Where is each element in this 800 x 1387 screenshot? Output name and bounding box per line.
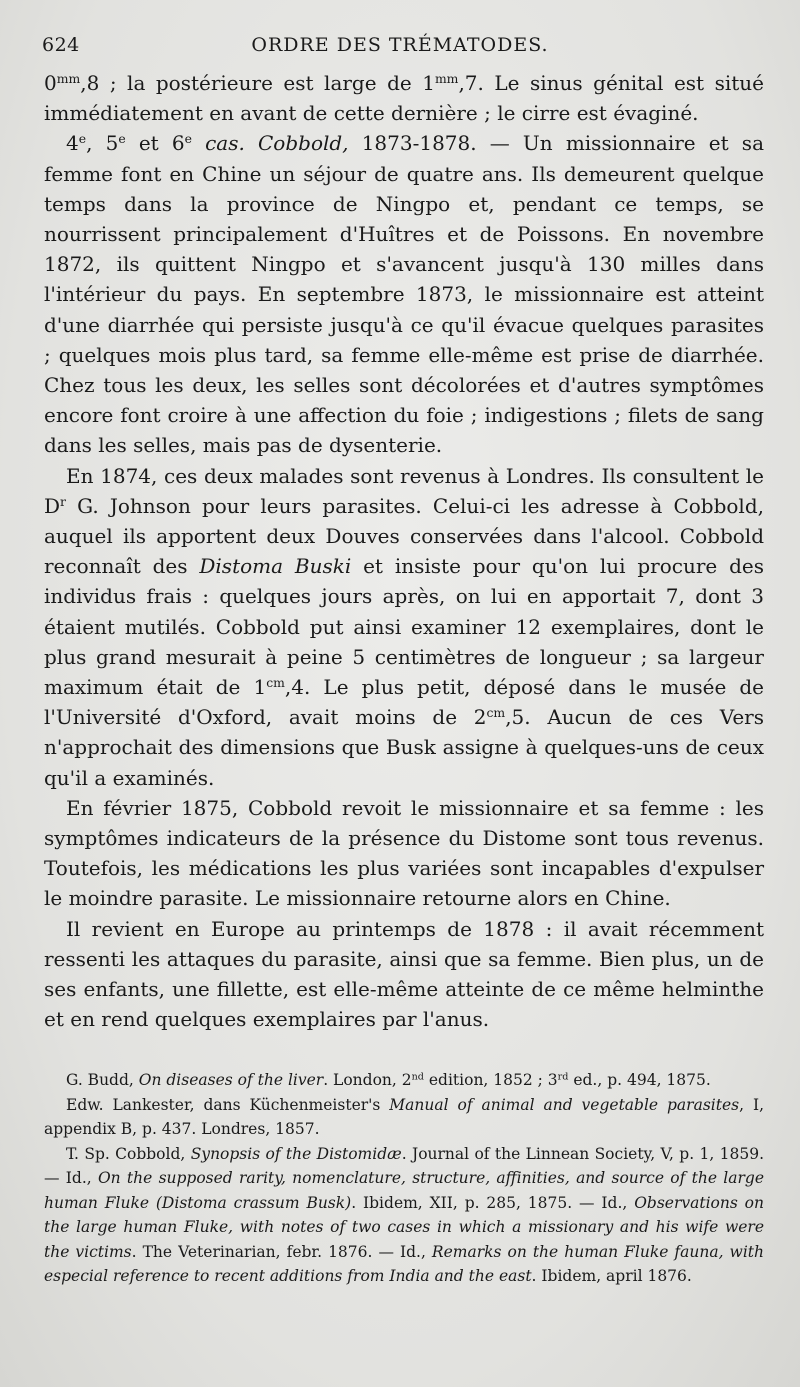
reference-title: On diseases of the liver (138, 1071, 324, 1089)
reference-title: Manual of animal and vegetable parasites (389, 1095, 740, 1114)
paragraph-5: Il revient en Europe au printemps de 1878 : il avait récemment ressenti les attaques du parasite, ainsi que sa femme. Bien plus, un de ses enfants, une fillette, est elle-même atteinte de ce même helminthe et en rend quelques exemplaires par l'anus. (44, 916, 764, 1032)
reference-title: Synopsis of the Distomidæ (190, 1144, 402, 1163)
paragraph-3-b: et insiste pour qu'on lui procure des individus frais : quelques jours après, on lui en apportait 7, dont 3 étaient mutilés. Cobbold put ainsi examiner 12 exemplaires, dont le plus grand mesurait à peine 5 centimètres de longueur ; sa largeur maximum était de $1^{cm},4$. Le plus petit, déposé dans le musée de l'Université d'Oxford, avait moins de $2^{cm},5$. Aucun de ces Vers n'approchait des dimensions que Busk assigne à quelques-uns de ceux qu'il a examinés. (44, 554, 765, 790)
paragraph-4: En février 1875, Cobbold revoit le missionnaire et sa femme : les symptômes indicateurs de la présence du Distome sont tous revenus. Toutefois, les médications les plus variées sont incapables d'expulser le moindre parasite. Le missionnaire retourne alors en Chine. (44, 795, 764, 911)
reference-lankester: Edw. Lankester, dans Küchenmeister's Manual of animal and vegetable parasites, I, appendix B, p. 437. Londres, 1857. (44, 1095, 764, 1138)
page-header (40, 30, 760, 62)
paragraph-1: $0^{mm},8$ ; la postérieure est large de $1^{mm},7$. Le sinus génital est situé immédiatement en avant de cette dernière ; le cirre est évaginé. (44, 71, 764, 126)
running-title: ORDRE DES TRÉMATODES. (251, 34, 549, 56)
bibliography (44, 1068, 764, 1289)
paragraph-3-a: En 1874, ces deux malades sont revenus à Londres. Ils consultent le $D^r$ G. Johnson pour leurs parasites. Celui-ci les adresse à Cobbold, auquel ils apportent deux Douves conservées dans l'alcool. Cobbold reconnaît des (44, 463, 764, 579)
page-number: 624 (42, 34, 80, 56)
reference-budd: G. Budd, On diseases of the liver. London, 2nd edition, 1852 ; 3rd ed., p. 494, 1875. (66, 1071, 711, 1089)
paragraph-2 (44, 128, 764, 460)
case-label: cas. Cobbold, (205, 131, 349, 156)
body-text (44, 68, 764, 1035)
reference-cobbold: T. Sp. Cobbold, Synopsis of the Distomidæ. Journal of the Linnean Society, V, p. 1, 1859. — Id., On the supposed rarity, nomenclature, structure, affinities, and source of the large human Fluke (Distoma crassum Busk). Ibidem, XII, p. 285, 1875. — Id., Observations on the large human Fluke, with notes of two cases in which a missionary and his wife were the victims. The Veterinarian, febr. 1876. — Id., Remarks on the human Fluke fauna, with especial reference to recent additions from India and the east. Ibidem, april 1876. (44, 1144, 764, 1285)
reference-title: Observations on the large human Fluke, with notes of two cases in which a missionary and his wife were the victims (44, 1193, 764, 1261)
paragraph-3 (44, 461, 764, 793)
case-numbers: 4e, 5e et 6e (66, 131, 192, 156)
paragraph-2-text: 1873-1878. — Un missionnaire et sa femme font en Chine un séjour de quatre ans. Ils demeurent quelque temps dans la province de Ningpo et, pendant ce temps, se nourrissent principalement d'Huîtres et de Poissons. En novembre 1872, ils quittent Ningpo et s'avancent jusqu'à 130 milles dans l'intérieur du pays. En septembre 1873, le missionnaire est atteint d'une diarrhée qui persiste jusqu'à ce qu'il évacue quelques parasites ; quelques mois plus tard, sa femme elle-même est prise de diarrhée. Chez tous les deux, les selles sont décolorées et d'autres symptômes encore font croire à une affection du foie ; indigestions ; filets de sang dans les selles, mais pas de dysenterie. (44, 131, 764, 458)
reference-title: On the supposed rarity, nomenclature, structure, affinities, and source of the large human Fluke (Distoma crassum Busk) (44, 1169, 764, 1212)
species-name: Distoma Buski (199, 554, 352, 579)
reference-title: Remarks on the human Fluke fauna, with especial reference to recent additions from India and the east (44, 1242, 764, 1285)
